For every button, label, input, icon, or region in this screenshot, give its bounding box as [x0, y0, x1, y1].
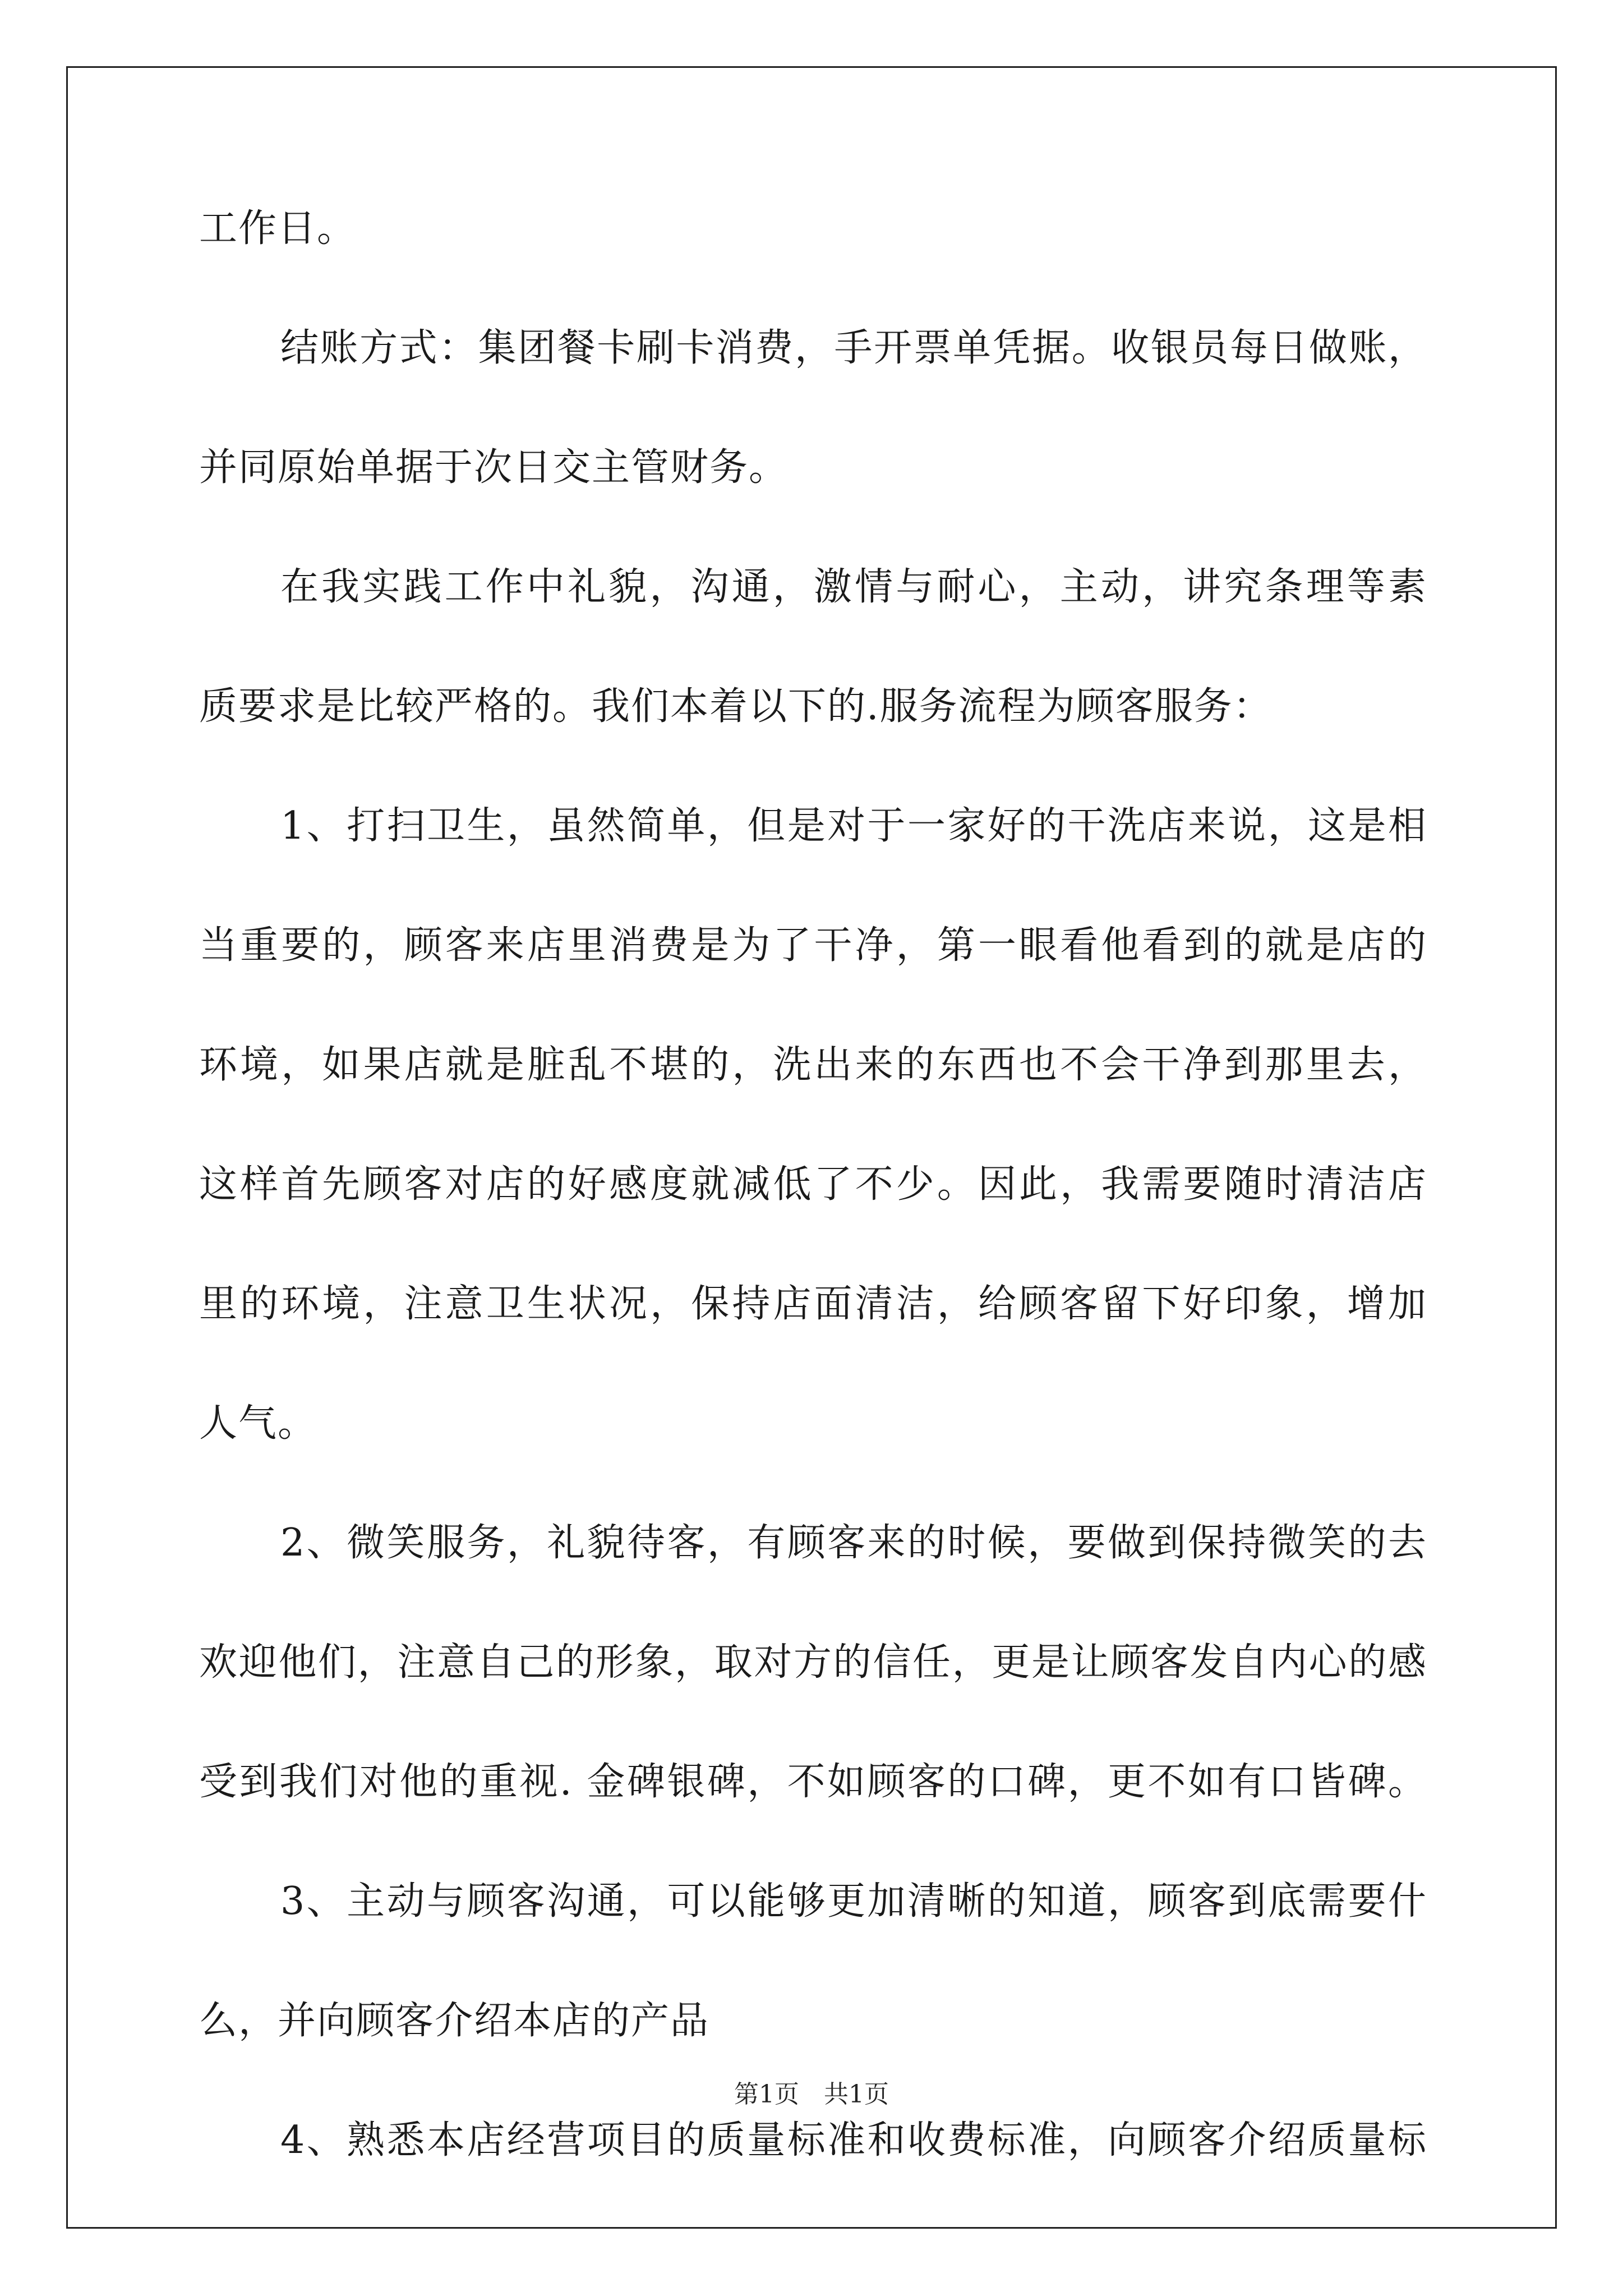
page-number-footer: 第1页 共1页: [734, 2080, 889, 2109]
paragraph-line: 受到我们对他的重视. 金碑银碑，不如顾客的口碑，更不如有口皆碑。: [199, 1760, 1427, 1804]
paragraph-line: 在我实践工作中礼貌，沟通，激情与耐心，主动，讲究条理等素: [280, 565, 1427, 609]
paragraph-line: 1、打扫卫生，虽然简单，但是对于一家好的干洗店来说，这是相: [280, 804, 1427, 848]
paragraph-line: 人气。: [199, 1401, 317, 1446]
paragraph-line: 并同原始单据于次日交主管财务。: [199, 445, 789, 490]
paragraph-line: 工作日。: [199, 206, 357, 251]
paragraph-line: 2、微笑服务，礼貌待客，有顾客来的时候，要做到保持微笑的去: [280, 1521, 1427, 1565]
paragraph-line: 4、熟悉本店经营项目的质量标准和收费标准，向顾客介绍质量标: [280, 2118, 1427, 2162]
paragraph-line: 里的环境，注意卫生状况，保持店面清洁，给顾客留下好印象，增加: [199, 1282, 1427, 1326]
paragraph-line: 么，并向顾客介绍本店的产品: [199, 1999, 710, 2043]
paragraph-line: 欢迎他们，注意自己的形象，取对方的信任，更是让顾客发自内心的感: [199, 1640, 1427, 1685]
paragraph-line: 这样首先顾客对店的好感度就减低了不少。因此，我需要随时清洁店: [199, 1162, 1427, 1207]
paragraph-line: 环境，如果店就是脏乱不堪的，洗出来的东西也不会干净到那里去，: [199, 1043, 1427, 1087]
paragraph-line: 3、主动与顾客沟通，可以能够更加清晰的知道，顾客到底需要什: [280, 1879, 1427, 1924]
paragraph-line: 质要求是比较严格的。我们本着以下的.服务流程为顾客服务：: [199, 684, 1272, 729]
paragraph-line: 结账方式：集团餐卡刷卡消费，手开票单凭据。收银员每日做账，: [280, 326, 1427, 370]
paragraph-line: 当重要的，顾客来店里消费是为了干净，第一眼看他看到的就是店的: [199, 923, 1427, 968]
